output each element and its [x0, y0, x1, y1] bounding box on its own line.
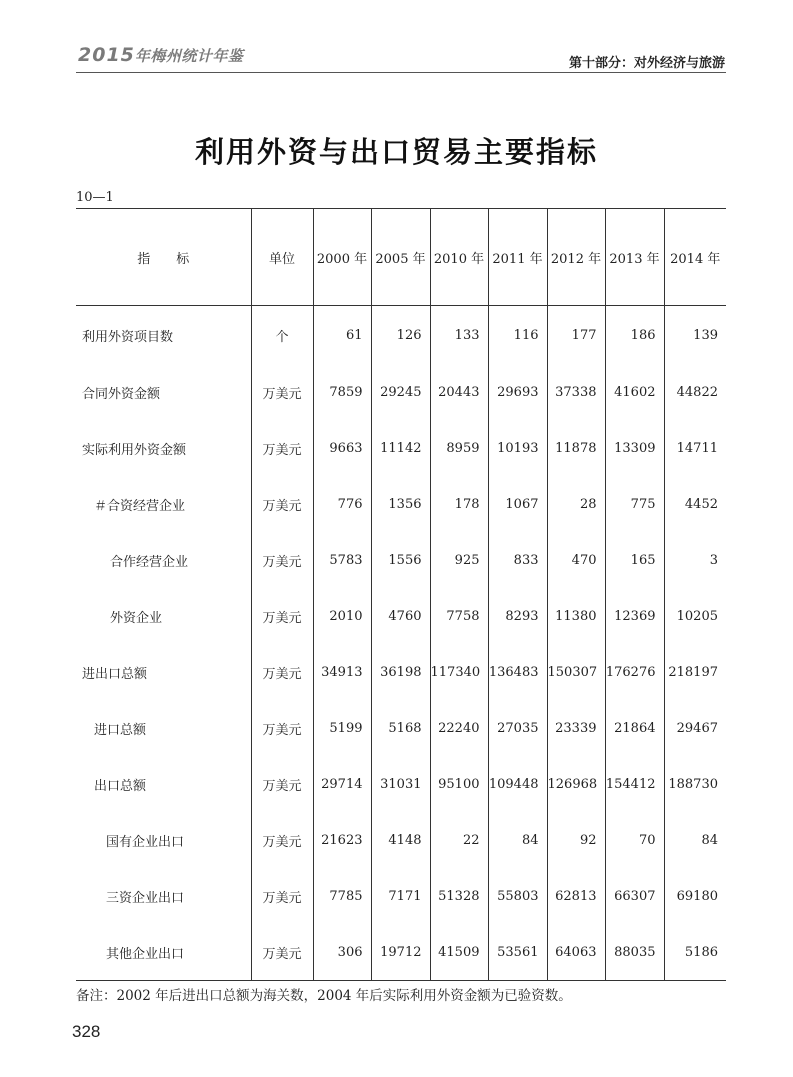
table-row: [76, 812, 726, 868]
indicator-name: 进出口总额: [82, 666, 148, 682]
header-divider: [76, 72, 726, 73]
value-cell: 44822: [664, 364, 726, 420]
value-cell: 11380: [547, 588, 605, 644]
column-header: 2000 年: [313, 209, 371, 306]
value-cell: 29245: [371, 364, 430, 420]
value-cell: 7758: [430, 588, 488, 644]
value-cell: 22: [430, 812, 488, 868]
indicator-name: 利用外资项目数: [82, 329, 174, 345]
value-cell: 95100: [430, 756, 488, 812]
value-cell: 188730: [664, 756, 726, 812]
unit-cell: 个: [251, 306, 313, 365]
value-cell: 5199: [313, 700, 371, 756]
unit-cell: 万美元: [251, 924, 313, 981]
value-cell: 92: [547, 812, 605, 868]
table-row: [76, 868, 726, 924]
value-cell: 61: [313, 306, 371, 365]
column-header: 2011 年: [488, 209, 547, 306]
value-cell: 7859: [313, 364, 371, 420]
value-cell: 470: [547, 532, 605, 588]
value-cell: 19712: [371, 924, 430, 981]
value-cell: 133: [430, 306, 488, 365]
value-cell: 55803: [488, 868, 547, 924]
value-cell: 34913: [313, 644, 371, 700]
table-row: [76, 588, 726, 644]
indicator-name: 三资企业出口: [106, 890, 185, 906]
value-cell: 20443: [430, 364, 488, 420]
header-year: 2015: [78, 44, 135, 66]
value-cell: 28: [547, 476, 605, 532]
value-cell: 36198: [371, 644, 430, 700]
unit-cell: 万美元: [251, 364, 313, 420]
value-cell: 775: [605, 476, 664, 532]
value-cell: 7785: [313, 868, 371, 924]
indicator-name: 外资企业: [110, 610, 163, 626]
value-cell: 10193: [488, 420, 547, 476]
unit-cell: 万美元: [251, 532, 313, 588]
value-cell: 833: [488, 532, 547, 588]
value-cell: 64063: [547, 924, 605, 981]
value-cell: 11142: [371, 420, 430, 476]
value-cell: 126968: [547, 756, 605, 812]
value-cell: 12369: [605, 588, 664, 644]
indicator-name: ＃合资经营企业: [94, 498, 186, 514]
value-cell: 776: [313, 476, 371, 532]
column-header: 2005 年: [371, 209, 430, 306]
table-header-row: [76, 209, 726, 306]
unit-cell: 万美元: [251, 700, 313, 756]
indicators-table: [76, 208, 726, 981]
value-cell: 165: [605, 532, 664, 588]
value-cell: 178: [430, 476, 488, 532]
value-cell: 186: [605, 306, 664, 365]
column-header: 单位: [251, 209, 313, 306]
value-cell: 66307: [605, 868, 664, 924]
unit-cell: 万美元: [251, 756, 313, 812]
value-cell: 150307: [547, 644, 605, 700]
value-cell: 8293: [488, 588, 547, 644]
yearbook-header: [78, 44, 243, 66]
value-cell: 31031: [371, 756, 430, 812]
table-row: [76, 476, 726, 532]
value-cell: 14711: [664, 420, 726, 476]
unit-cell: 万美元: [251, 644, 313, 700]
value-cell: 9663: [313, 420, 371, 476]
value-cell: 13309: [605, 420, 664, 476]
value-cell: 139: [664, 306, 726, 365]
value-cell: 27035: [488, 700, 547, 756]
value-cell: 29467: [664, 700, 726, 756]
value-cell: 126: [371, 306, 430, 365]
value-cell: 154412: [605, 756, 664, 812]
column-header: 指 标: [76, 209, 251, 306]
value-cell: 84: [488, 812, 547, 868]
unit-cell: 万美元: [251, 420, 313, 476]
value-cell: 1356: [371, 476, 430, 532]
value-cell: 109448: [488, 756, 547, 812]
value-cell: 177: [547, 306, 605, 365]
value-cell: 53561: [488, 924, 547, 981]
value-cell: 2010: [313, 588, 371, 644]
column-header: 2012 年: [547, 209, 605, 306]
page-number: 328: [72, 1022, 101, 1041]
value-cell: 41509: [430, 924, 488, 981]
value-cell: 10205: [664, 588, 726, 644]
value-cell: 4452: [664, 476, 726, 532]
indicator-name: 合同外资金额: [82, 386, 161, 402]
value-cell: 3: [664, 532, 726, 588]
indicator-name: 合作经营企业: [110, 554, 189, 570]
value-cell: 218197: [664, 644, 726, 700]
value-cell: 37338: [547, 364, 605, 420]
column-header: 2013 年: [605, 209, 664, 306]
value-cell: 1067: [488, 476, 547, 532]
value-cell: 4148: [371, 812, 430, 868]
table-row: [76, 644, 726, 700]
value-cell: 62813: [547, 868, 605, 924]
table-row: [76, 700, 726, 756]
value-cell: 51328: [430, 868, 488, 924]
value-cell: 29693: [488, 364, 547, 420]
header-book-title: 年梅州统计年鉴: [134, 47, 244, 65]
value-cell: 22240: [430, 700, 488, 756]
value-cell: 136483: [488, 644, 547, 700]
indicator-name: 实际利用外资金额: [82, 442, 187, 458]
value-cell: 176276: [605, 644, 664, 700]
value-cell: 29714: [313, 756, 371, 812]
value-cell: 5168: [371, 700, 430, 756]
column-header: 2014 年: [664, 209, 726, 306]
table-row: [76, 420, 726, 476]
value-cell: 116: [488, 306, 547, 365]
table-row: [76, 306, 726, 365]
value-cell: 117340: [430, 644, 488, 700]
value-cell: 7171: [371, 868, 430, 924]
value-cell: 5783: [313, 532, 371, 588]
table-number: 10—1: [76, 190, 114, 205]
value-cell: 5186: [664, 924, 726, 981]
unit-cell: 万美元: [251, 868, 313, 924]
value-cell: 70: [605, 812, 664, 868]
value-cell: 21864: [605, 700, 664, 756]
table-row: [76, 532, 726, 588]
table-row: [76, 924, 726, 981]
column-header: 2010 年: [430, 209, 488, 306]
value-cell: 69180: [664, 868, 726, 924]
unit-cell: 万美元: [251, 476, 313, 532]
indicator-name: 其他企业出口: [106, 946, 185, 962]
table-row: [76, 756, 726, 812]
value-cell: 4760: [371, 588, 430, 644]
indicator-name: 国有企业出口: [106, 834, 185, 850]
indicator-name: 进口总额: [94, 722, 147, 738]
value-cell: 11878: [547, 420, 605, 476]
footnote: 备注：2002 年后进出口总额为海关数，2004 年后实际利用外资金额为已验资数。: [76, 988, 572, 1004]
header-section: 第十部分：对外经济与旅游: [568, 56, 725, 71]
unit-cell: 万美元: [251, 812, 313, 868]
value-cell: 23339: [547, 700, 605, 756]
unit-cell: 万美元: [251, 588, 313, 644]
value-cell: 84: [664, 812, 726, 868]
value-cell: 41602: [605, 364, 664, 420]
value-cell: 8959: [430, 420, 488, 476]
value-cell: 306: [313, 924, 371, 981]
indicator-name: 出口总额: [94, 778, 147, 794]
value-cell: 1556: [371, 532, 430, 588]
page-title: 利用外资与出口贸易主要指标: [194, 135, 598, 169]
value-cell: 925: [430, 532, 488, 588]
value-cell: 21623: [313, 812, 371, 868]
value-cell: 88035: [605, 924, 664, 981]
table-row: [76, 364, 726, 420]
